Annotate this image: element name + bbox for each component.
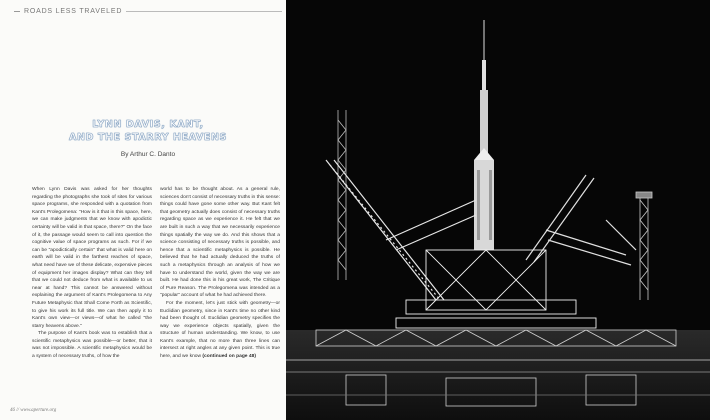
header-rule-left <box>14 11 20 12</box>
photo-illustration <box>286 0 710 420</box>
byline: By Arthur C. Danto <box>120 151 176 158</box>
page-folio: 46 // www.aperture.org <box>10 408 57 413</box>
article-title-line2: AND THE STARRY HEAVENS <box>69 132 227 143</box>
article-body <box>32 186 280 361</box>
continued-link[interactable]: (continued on page 48) <box>202 354 256 360</box>
launch-tower-photo <box>286 0 710 420</box>
column-right <box>160 186 280 361</box>
paragraph-text: For the moment, let's just stick with geometry—or Euclidian geometry, since in Kant's time no other kind had been thought of. Euclidian geometry specifies the way we experience objects spatially, given the structure of human understanding. We know, to use Kant's example, that no more than three lines can intersect at right angles at any given point. This is true here, and we know <box>160 300 280 360</box>
header-rule-right <box>126 11 282 12</box>
paragraph-last <box>160 300 280 361</box>
paragraph: world has to be thought about. As a general rule, sciences don't consist of necessary truths in this sense: things could have gone some other way. But Kant felt that geometry actually does consist of necessary truths regarding space as we experience it. He felt that we are built in such a way that we necessarily experience things spatially the way we do. And this shows that a science consisting of necessary truths is possible, and hence that a scientific metaphysics is possible. He believed that he had actually deduced the truths of such a metaphysics through an analysis of how we have to understand the world, given the way we are built. He had done this in his great work, The Critique of Pure Reason. The Prolegomena was intended as a "popular" account of what he had achieved there. <box>160 187 280 299</box>
column-left <box>32 186 152 361</box>
section-title: ROADS LESS TRAVELED <box>24 8 123 15</box>
paragraph: When Lynn Davis was asked for her thoughts regarding the photographs she took of sites for various space programs, she responded with a quotation from Kant's Prolegomena: "How is it that in this space, here, we can make judgments that we know with apodictic certainty will be valid in that space, there?" On the face of it, the passage would seem to call into question the cognitive value of space programs as such. For if we can be "apodictically certain" that what is valid here on earth will be valid in the farthest reaches of space, what need have we of these delicate, expensive pieces of equipment her images display? What can they tell that we could not deduce from what is available to us near at hand? This cannot be answered without explaining the argument of Kant's Prolegomena to Any Future Metaphysic that Shall Come Forth as Scientific, to give his work its full title. We can then apply it to Kant's own view—or views—of what he called "the starry heavens above." <box>32 187 152 329</box>
article-title <box>30 118 266 144</box>
paragraph: The purpose of Kant's book was to establish that a scientific metaphysics was possible—or better, that it was not impossible. A scientific metaphysics would be a system of necessary truths, of how the <box>32 331 152 360</box>
section-header <box>14 8 282 15</box>
article-title-line1: LYNN DAVIS, KANT, <box>92 119 204 130</box>
left-page <box>0 0 286 420</box>
